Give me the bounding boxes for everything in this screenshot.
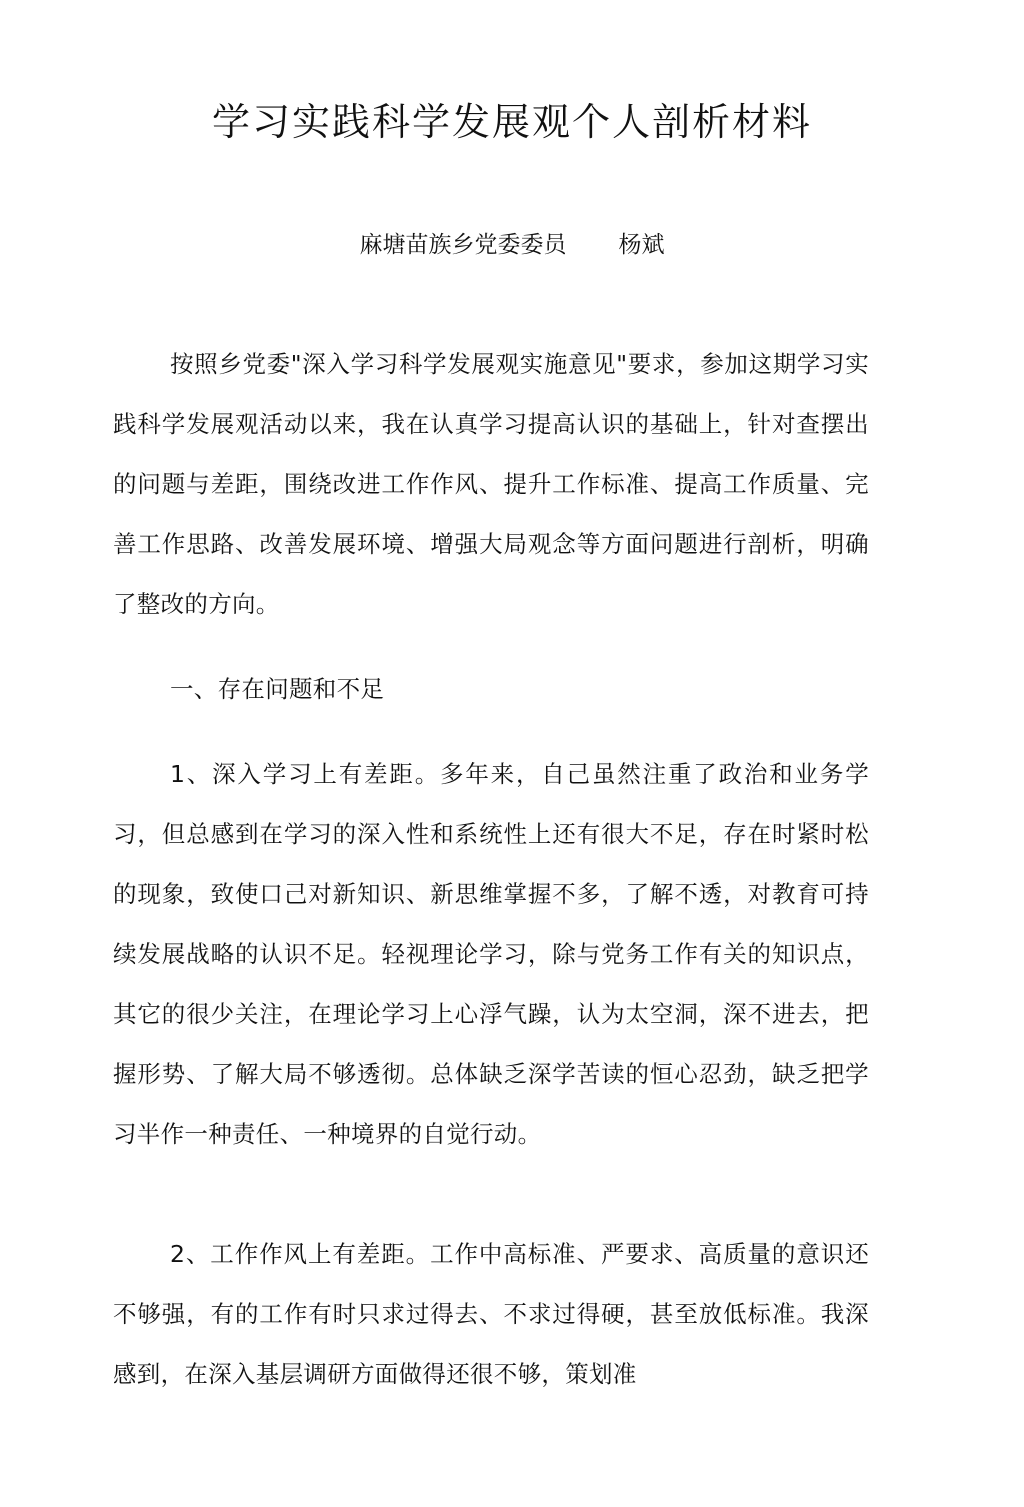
problem-item-1: 1、深入学习上有差距。多年来，自己虽然注重了政治和业务学习，但总感到在学习的深入性和系统性上还有很大不足，存在时紧时松的现象，致使口己对新知识、新思维掌握不多，了解不透，对教育可持续发展战略的认识不足。轻视理论学习，除与党务工作有关的知识点，其它的很少关注，在理论学习上心浮气躁，认为太空洞，深不进去，把握形势、了解大局不够透彻。总体缺乏深学苦读的恒心忍劲，缺乏把学习半作一种责任、一种境界的自觉行动。 xyxy=(113,760,869,1148)
author-byline xyxy=(0,225,1024,265)
intro-paragraph: 按照乡党委"深入学习科学发展观实施意见"要求，参加这期学习实践科学发展观活动以来，我在认真学习提高认识的基础上，针对查摆出的问题与差距，围绕改进工作作风、提升工作标准、提高工作质量、完善工作思路、改善发展环境、增强大局观念等方面问题进行剖析，明确了整改的方向。 xyxy=(113,350,869,618)
problem-item-2: 2、工作作风上有差距。工作中高标准、严要求、高质量的意识还不够强，有的工作有时只求过得去、不求过得硬，甚至放低标准。我深感到，在深入基层调研方面做得还很不够，策划准 xyxy=(113,1240,869,1388)
author-position: 麻塘苗族乡党委委员 xyxy=(359,232,567,258)
document-title: 学习实践科学发展观个人剖析材料 xyxy=(211,100,812,144)
author-name: 杨斌 xyxy=(618,232,665,258)
section-heading: 一、存在问题和不足 xyxy=(170,675,385,703)
